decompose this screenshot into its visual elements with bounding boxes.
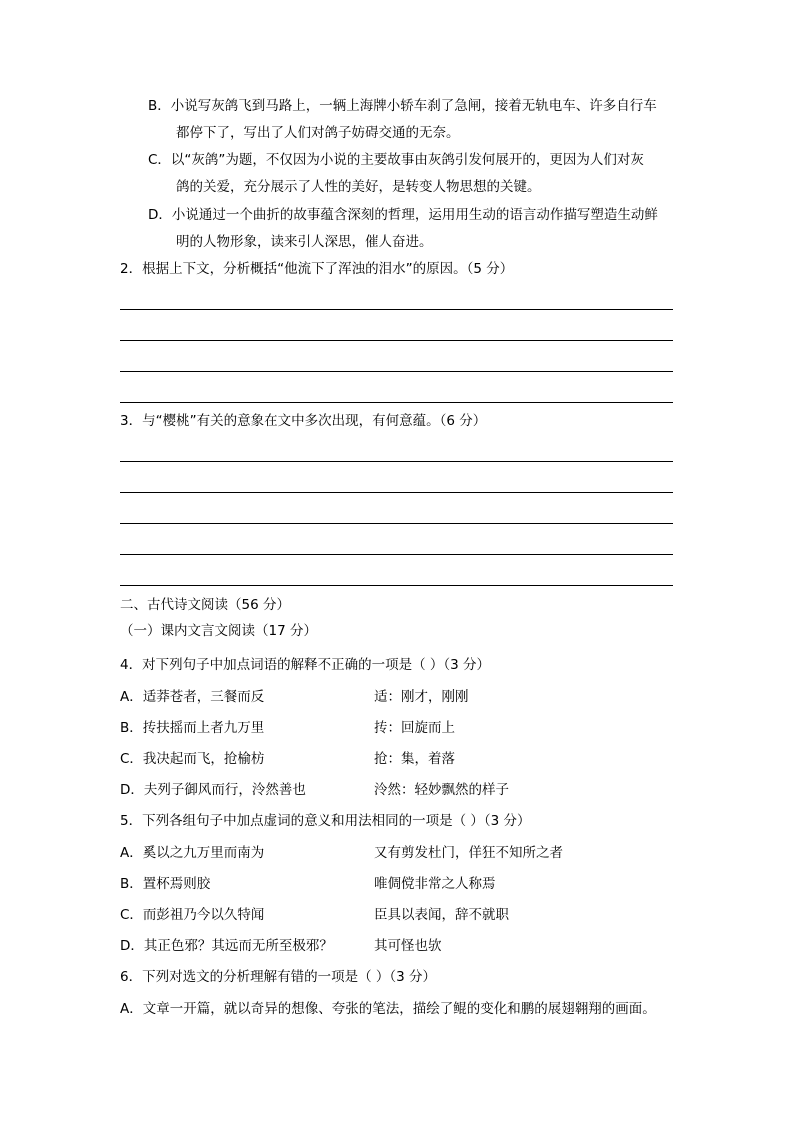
question-5: 5．下列各组句子中加点虚词的意义和用法相同的一项是（ ）（3 分） xyxy=(120,813,531,829)
q4-option-c-right: 抢：集，着落 xyxy=(374,751,455,767)
answer-line[interactable] xyxy=(120,461,673,462)
q1-option-d-line1: D．小说通过一个曲折的故事蕴含深刻的哲理，运用用生动的语言动作描写塑造生动鲜 xyxy=(148,207,658,223)
q5-option-a-right: 又有剪发杜门，佯狂不知所之者 xyxy=(374,845,563,861)
question-3: 3．与“樱桃”有关的意象在文中多次出现，有何意蕴。（6 分） xyxy=(120,413,487,429)
answer-line[interactable] xyxy=(120,585,673,586)
q4-option-a-left: A．适莽苍者，三餐而反 xyxy=(120,689,265,705)
q4-option-b-right: 抟：回旋而上 xyxy=(374,720,455,736)
q4-option-c-left: C．我决起而飞，抢榆枋 xyxy=(120,751,265,767)
q5-option-c-left: C．而彭祖乃今以久特闻 xyxy=(120,907,265,923)
q5-option-b-left: B．置杯焉则胶 xyxy=(120,876,211,892)
q5-option-a-left: A．奚以之九万里而南为 xyxy=(120,845,265,861)
question-6: 6．下列对选文的分析理解有错的一项是（ ）（3 分） xyxy=(120,969,437,985)
q5-option-d-right: 其可怪也欤 xyxy=(374,938,442,954)
question-2: 2．根据上下文，分析概括“他流下了浑浊的泪水”的原因。（5 分） xyxy=(120,261,514,277)
answer-line[interactable] xyxy=(120,523,673,524)
answer-line[interactable] xyxy=(120,554,673,555)
section-title: 二、古代诗文阅读（56 分） xyxy=(120,597,290,613)
q5-option-c-right: 臣具以表闻，辞不就职 xyxy=(374,907,509,923)
q6-option-a: A．文章一开篇，就以奇异的想像、夸张的笔法，描绘了鲲的变化和鹏的展翅翱翔的画面。 xyxy=(120,1001,656,1017)
q4-option-b-left: B．抟扶摇而上者九万里 xyxy=(120,720,265,736)
q4-option-d-left: D．夫列子御风而行，泠然善也 xyxy=(120,782,306,798)
q4-option-d-right: 泠然：轻妙飘然的样子 xyxy=(374,782,509,798)
answer-line[interactable] xyxy=(120,340,673,341)
q1-option-b-line2: 都停下了，写出了人们对鸽子妨碍交通的无奈。 xyxy=(176,125,460,141)
q5-option-b-right: 唯倜傥非常之人称焉 xyxy=(374,876,496,892)
answer-line[interactable] xyxy=(120,402,673,403)
section-subtitle: （一）课内文言文阅读（17 分） xyxy=(120,623,317,639)
answer-line[interactable] xyxy=(120,309,673,310)
answer-line[interactable] xyxy=(120,371,673,372)
q1-option-b-line1: B．小说写灰鸽飞到马路上，一辆上海牌小轿车刹了急闸，接着无轨电车、许多自行车 xyxy=(148,98,657,114)
q1-option-c-line2: 鸽的关爱，充分展示了人性的美好，是转变人物思想的关键。 xyxy=(176,179,541,195)
q5-option-d-left: D．其正色邪？其远而无所至极邪？ xyxy=(120,938,333,954)
q4-option-a-right: 适：刚才，刚刚 xyxy=(374,689,469,705)
q1-option-c-line1: C．以“灰鸽”为题，不仅因为小说的主要故事由灰鸽引发何展开的，更因为人们对灰 xyxy=(148,152,644,168)
q1-option-d-line2: 明的人物形象，读来引人深思，催人奋进。 xyxy=(176,234,433,250)
answer-line[interactable] xyxy=(120,492,673,493)
question-4: 4．对下列句子中加点词语的解释不正确的一项是（ ）（3 分） xyxy=(120,657,491,673)
